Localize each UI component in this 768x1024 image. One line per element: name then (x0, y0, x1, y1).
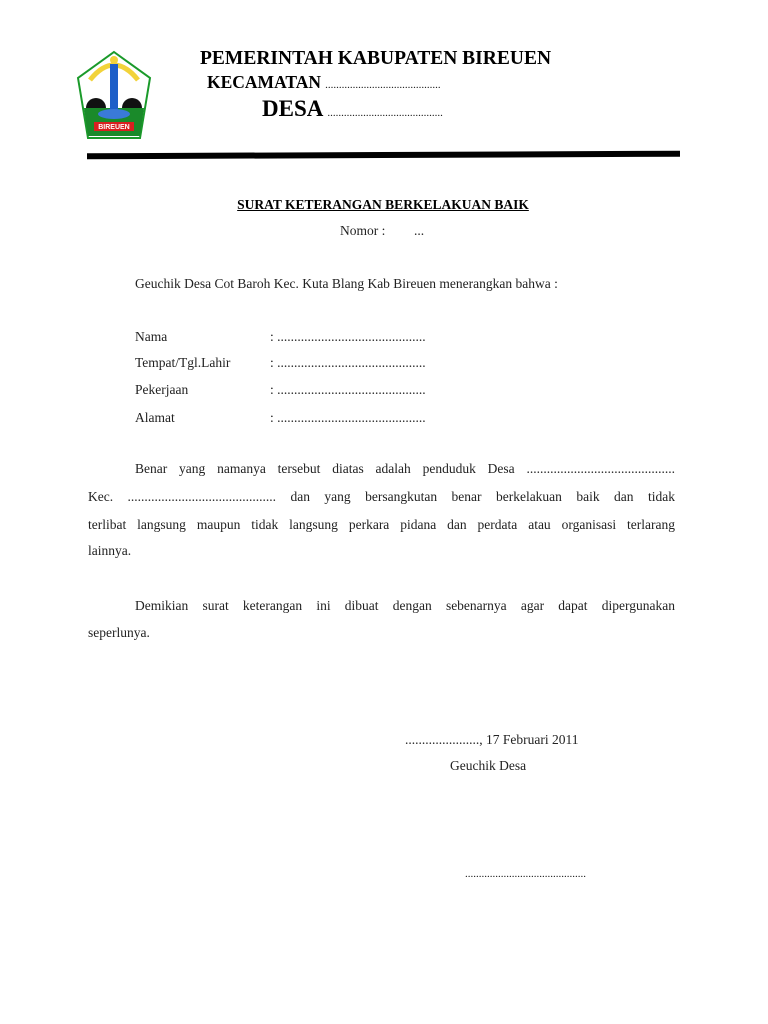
field-value: : ............................................ (270, 329, 426, 344)
kecamatan-value: .......................................... (325, 79, 441, 91)
intro-text: Geuchik Desa Cot Baroh Kec. Kuta Blang Kab Bireuen menerangkan bahwa : (135, 276, 558, 291)
field-value: : ............................................ (270, 410, 426, 425)
signature-line: ............................................ (465, 868, 586, 880)
field-value: : ............................................ (270, 382, 426, 397)
paragraph2-line: Demikian surat keterangan ini dibuat dengan sebenarnya agar dapat dipergunakan (135, 598, 675, 613)
field-value: : ............................................ (270, 355, 426, 370)
field-label: Tempat/Tgl.Lahir (135, 355, 231, 370)
nomor-value: ... (414, 223, 425, 238)
paragraph1-line: Benar yang namanya tersebut diatas adalah penduduk Desa ............................................ (135, 461, 675, 476)
desa-value: .......................................... (327, 107, 443, 119)
kecamatan-label: KECAMATAN (207, 72, 322, 92)
paragraph1-line: Kec. ............................................ dan yang bersangkutan benar berkelakuan baik dan tidak (88, 489, 675, 504)
header-government: PEMERINTAH KABUPATEN BIREUEN (200, 48, 552, 69)
header-desa (262, 96, 443, 122)
svg-text:BIREUEN: BIREUEN (98, 124, 130, 131)
nomor-label: Nomor : (340, 223, 386, 238)
field-label: Alamat (135, 410, 175, 425)
paragraph2-line: seperlunya. (88, 625, 150, 640)
paragraph1-line: terlibat langsung maupun tidak langsung perkara pidana dan perdata atau organisasi terlarang (88, 517, 675, 532)
header-kecamatan (207, 72, 441, 93)
desa-label: DESA (262, 96, 324, 121)
header-rule (87, 151, 680, 160)
field-label: Pekerjaan (135, 382, 189, 397)
document-title: SURAT KETERANGAN BERKELAKUAN BAIK (237, 197, 529, 212)
paragraph1-line: lainnya. (88, 543, 132, 558)
field-label: Nama (135, 329, 168, 344)
date-line: ......................, 17 Februari 2011 (405, 732, 579, 747)
signer-title: Geuchik Desa (450, 758, 527, 773)
bireuen-logo (76, 50, 152, 140)
